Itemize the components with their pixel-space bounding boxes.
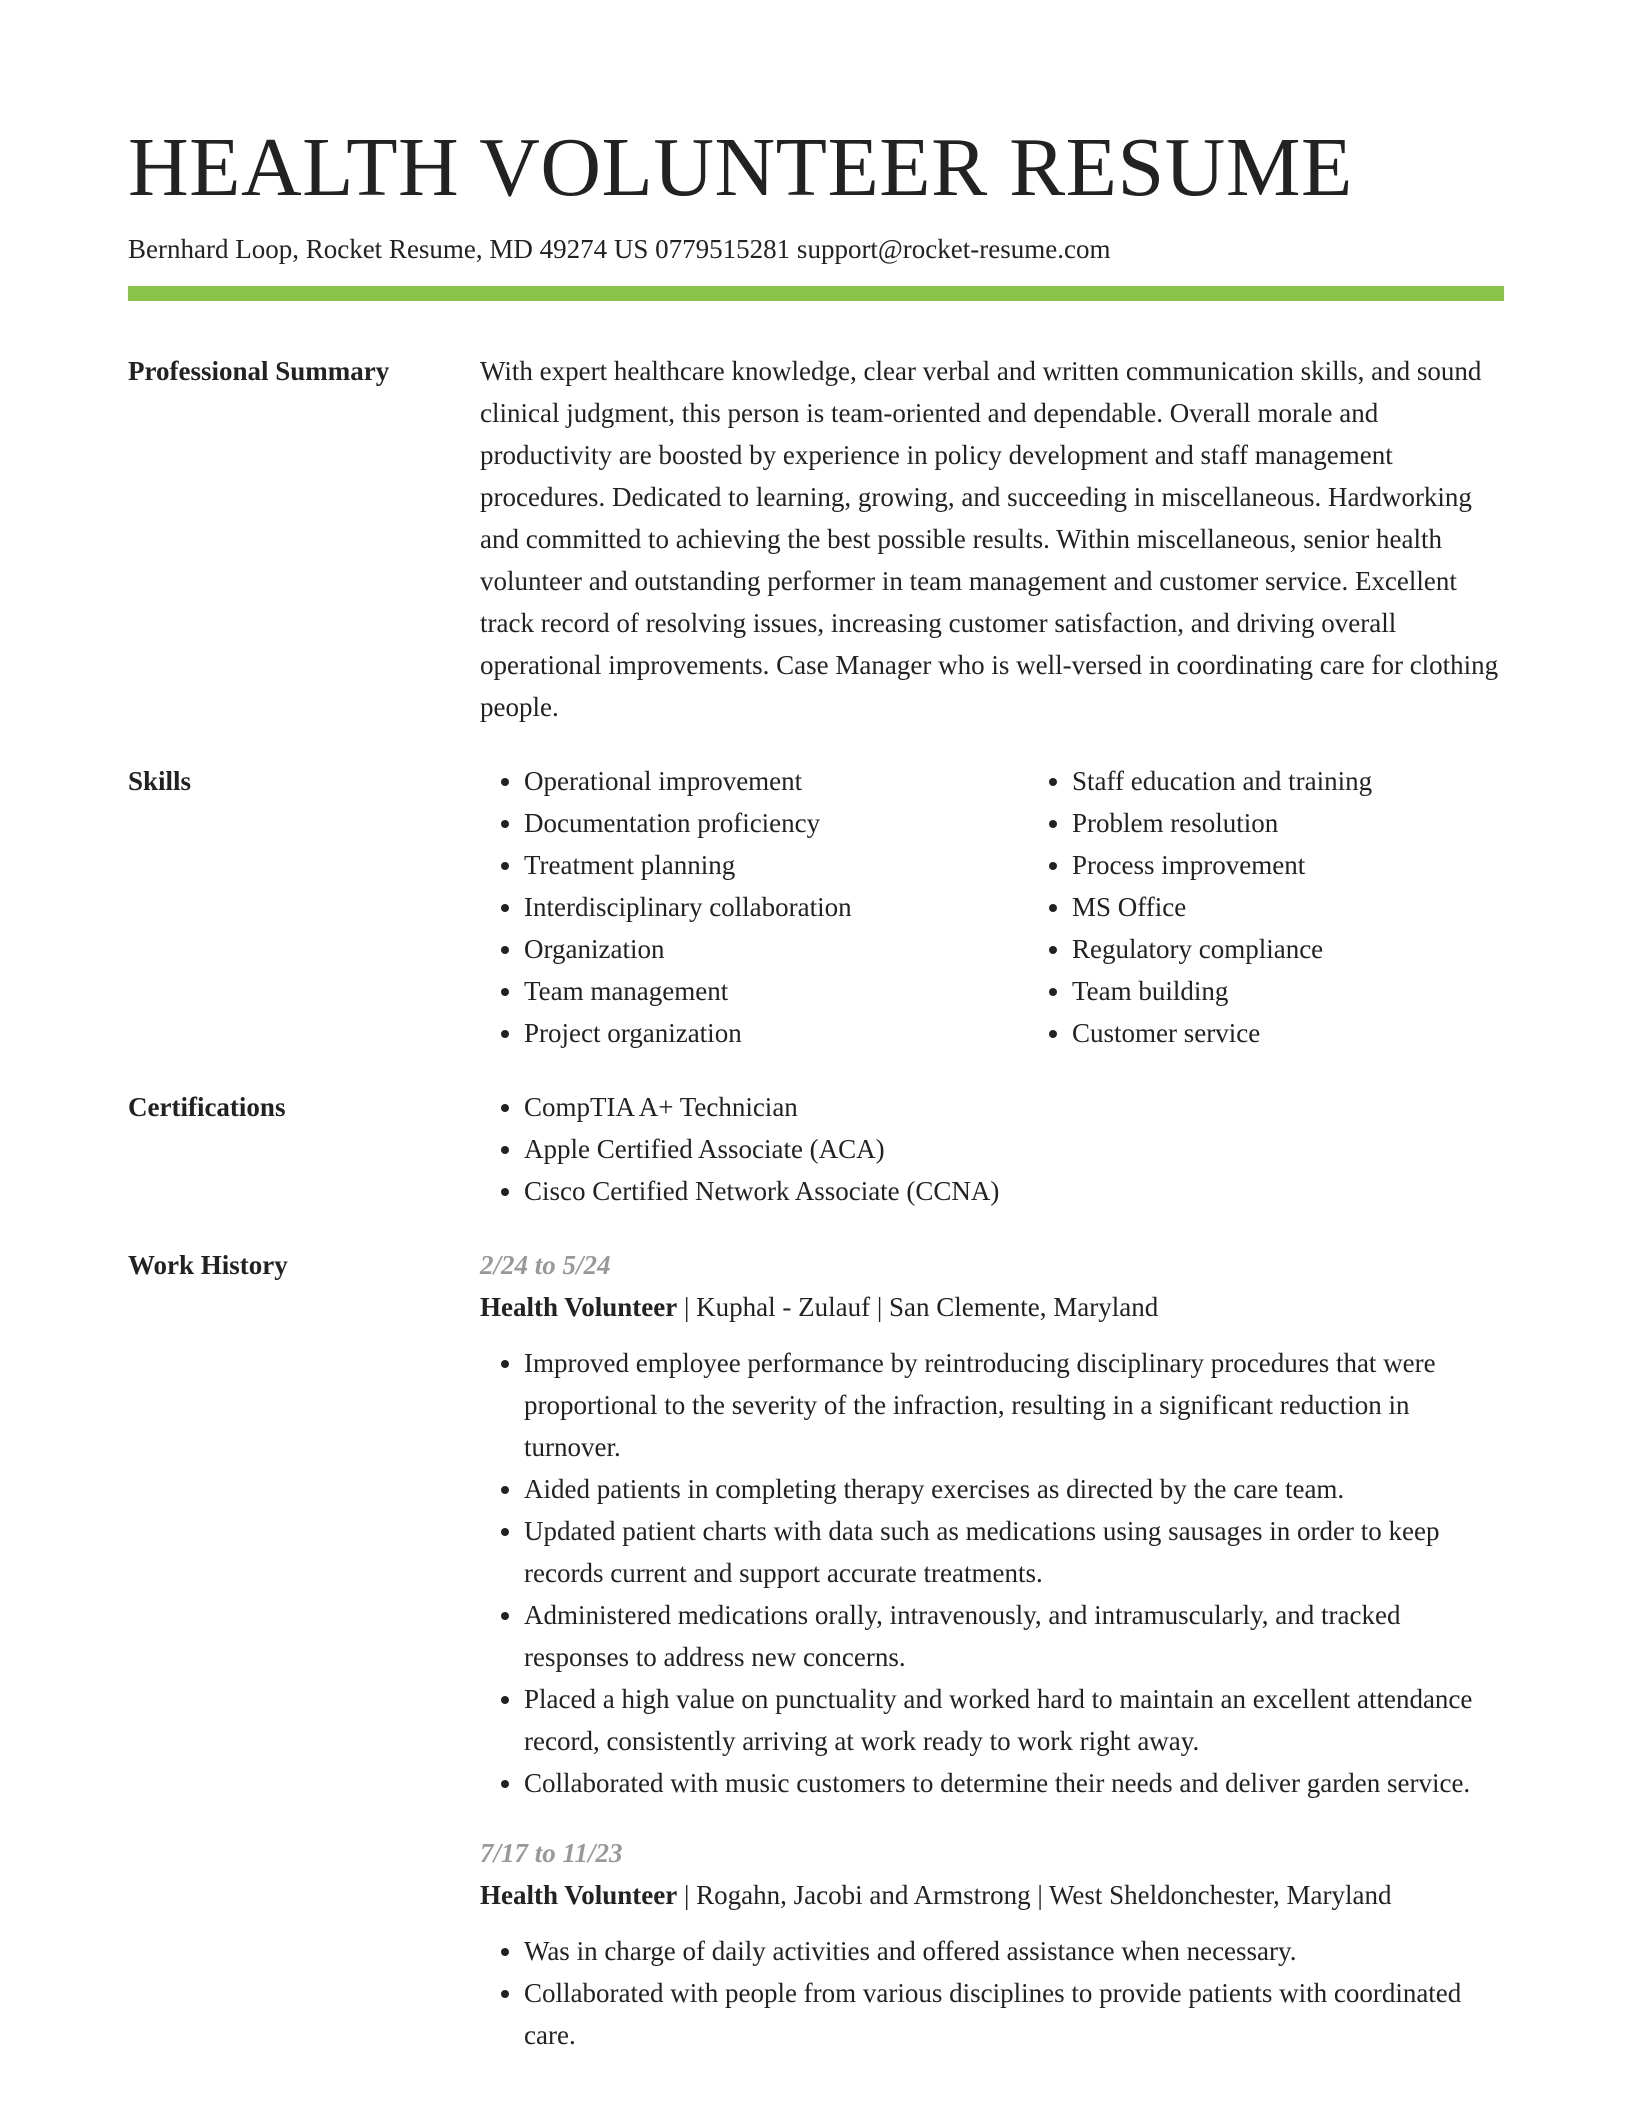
job-entry bbox=[480, 1244, 1504, 1804]
skill-item: • Project organization bbox=[524, 1012, 1028, 1054]
skills-list-left bbox=[480, 760, 1028, 1054]
job-details: | Kuphal - Zulauf | San Clemente, Maryland bbox=[677, 1292, 1159, 1322]
certification-item: • CompTIA A+ Technician bbox=[524, 1086, 1504, 1128]
job-title: Health Volunteer bbox=[480, 1292, 678, 1322]
certification-item: • Cisco Certified Network Associate (CCNA) bbox=[524, 1170, 1504, 1212]
certifications-body bbox=[480, 1086, 1504, 1212]
job-bullet: • Was in charge of daily activities and offered assistance when necessary. bbox=[524, 1930, 1504, 1972]
work-history-section bbox=[128, 1244, 1504, 2084]
certifications-heading: Certifications bbox=[128, 1092, 286, 1122]
resume-title: HEALTH VOLUNTEER RESUME bbox=[128, 121, 1353, 214]
job-bullet: • Improved employee performance by reintroducing disciplinary procedures that were proportional to the severity of the infraction, resulting in a significant reduction in turnover. bbox=[524, 1342, 1504, 1468]
certification-item: • Apple Certified Associate (ACA) bbox=[524, 1128, 1504, 1170]
job-bullet: • Administered medications orally, intravenously, and intramuscularly, and tracked responses to address new concerns. bbox=[524, 1594, 1504, 1678]
job-header bbox=[480, 1286, 1504, 1328]
work-history-heading: Work History bbox=[128, 1250, 288, 1280]
job-bullet: • Aided patients in completing therapy exercises as directed by the care team. bbox=[524, 1468, 1504, 1510]
job-bullet: • Collaborated with music customers to determine their needs and deliver garden service. bbox=[524, 1762, 1504, 1804]
summary-section bbox=[128, 350, 1504, 728]
skill-item: • Operational improvement bbox=[524, 760, 1028, 802]
skill-item: • Team management bbox=[524, 970, 1028, 1012]
skills-section bbox=[128, 760, 1504, 1054]
job-bullets bbox=[480, 1930, 1504, 2056]
skills-body bbox=[480, 760, 1576, 1054]
skill-item: • Team building bbox=[1072, 970, 1576, 1012]
job-bullets bbox=[480, 1342, 1504, 1804]
skill-item: • Documentation proficiency bbox=[524, 802, 1028, 844]
job-bullet: • Collaborated with people from various disciplines to provide patients with coordinated care. bbox=[524, 1972, 1504, 2056]
skill-item: • Process improvement bbox=[1072, 844, 1576, 886]
summary-text: With expert healthcare knowledge, clear verbal and written communication skills, and sound clinical judgment, this person is team-oriented and dependable. Overall morale and productivity are boosted by experience in policy development and staff management procedures. Dedicated to learning, growing, and succeeding in miscellaneous. Hardworking and committed to achieving the best possible results. Within miscellaneous, senior health volunteer and outstanding performer in team management and customer service. Excellent track record of resolving issues, increasing customer satisfaction, and driving overall operational improvements. Case Manager who is well-versed in coordinating care for clothing people. bbox=[480, 356, 1499, 722]
job-dates: 2/24 to 5/24 bbox=[480, 1250, 611, 1280]
job-title: Health Volunteer bbox=[480, 1880, 678, 1910]
job-details: | Rogahn, Jacobi and Armstrong | West Sheldonchester, Maryland bbox=[677, 1880, 1392, 1910]
certifications-list bbox=[480, 1086, 1504, 1212]
summary-body bbox=[480, 350, 1504, 728]
job-bullet: • Updated patient charts with data such as medications using sausages in order to keep records current and support accurate treatments. bbox=[524, 1510, 1504, 1594]
resume-sections bbox=[128, 350, 1504, 2116]
skills-heading: Skills bbox=[128, 766, 192, 796]
skill-item: • Customer service bbox=[1072, 1012, 1576, 1054]
work-history-body bbox=[480, 1244, 1504, 2084]
contact-line: Bernhard Loop, Rocket Resume, MD 49274 US 0779515281 support@rocket-resume.com bbox=[128, 234, 1111, 264]
job-bullet: • Placed a high value on punctuality and worked hard to maintain an excellent attendance record, consistently arriving at work ready to work right away. bbox=[524, 1678, 1504, 1762]
skill-item: • Problem resolution bbox=[1072, 802, 1576, 844]
skills-list-right bbox=[1028, 760, 1576, 1054]
job-dates: 7/17 to 11/23 bbox=[480, 1838, 623, 1868]
skill-item: • Treatment planning bbox=[524, 844, 1028, 886]
job-entry bbox=[480, 1832, 1504, 2056]
skill-item: • Interdisciplinary collaboration bbox=[524, 886, 1028, 928]
skill-item: • Organization bbox=[524, 928, 1028, 970]
job-header bbox=[480, 1874, 1504, 1916]
summary-heading: Professional Summary bbox=[128, 356, 390, 386]
accent-divider bbox=[128, 286, 1504, 301]
skill-item: • Staff education and training bbox=[1072, 760, 1576, 802]
certifications-section bbox=[128, 1086, 1504, 1212]
skill-item: • MS Office bbox=[1072, 886, 1576, 928]
skill-item: • Regulatory compliance bbox=[1072, 928, 1576, 970]
